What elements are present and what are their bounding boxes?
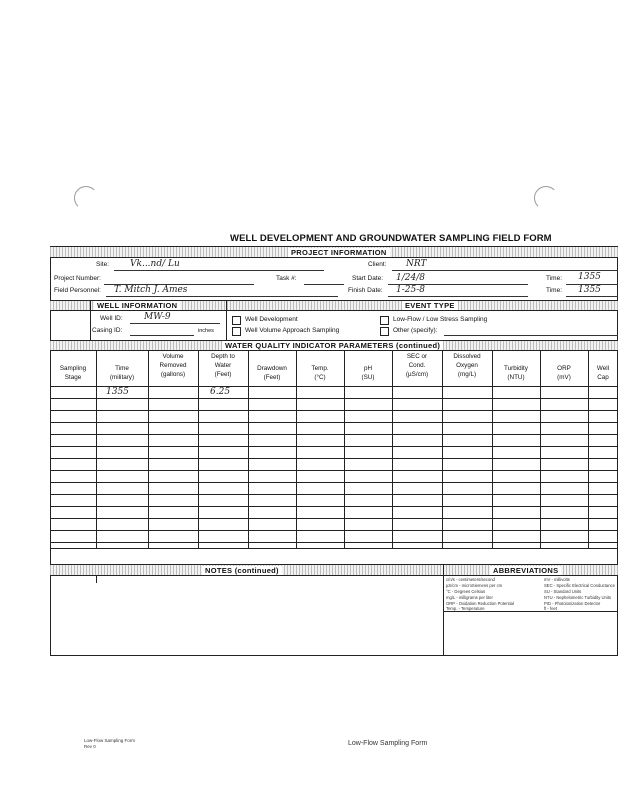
col-dissolved-oxygen: Dissolved Oxygen (mg/L) [453, 353, 481, 378]
site-value[interactable]: Vk...nd/ Lu [130, 259, 180, 269]
start-time-value[interactable]: 1355 [578, 272, 601, 282]
punch-hole-icon [74, 186, 98, 210]
footer-center: Low-Flow Sampling Form [348, 740, 428, 747]
row1-depth-to-water[interactable]: 6.25 [210, 387, 231, 397]
notes-header: NOTES (continued) [202, 566, 282, 575]
form-title: WELL DEVELOPMENT AND GROUNDWATER SAMPLING FIELD FORM [230, 233, 552, 244]
start-time-label: Time: [546, 275, 563, 282]
abbreviation-entry: ORP - Oxidation Reduction Potential [446, 601, 514, 606]
well-id-label: Well ID: [100, 315, 123, 322]
abbreviation-entry: NTU - Nephelometric Turbidity Units [544, 595, 612, 600]
event-type-header: EVENT TYPE [402, 301, 458, 310]
well-id-value[interactable]: MW-9 [144, 312, 171, 322]
low-flow-label: Low-Flow / Low Stress Sampling [393, 316, 488, 323]
field-form [50, 246, 618, 656]
col-time: Time (military) [109, 365, 135, 381]
finish-date-label: Finish Date: [348, 287, 383, 294]
finish-time-label: Time: [546, 287, 563, 294]
abbreviations-header: ABBREVIATIONS [490, 566, 561, 575]
site-label: Site: [96, 261, 110, 268]
well-volume-checkbox[interactable] [232, 327, 241, 336]
col-ph: pH (SU) [361, 365, 375, 381]
col-sampling-stage: Sampling Stage [59, 365, 87, 381]
col-cond: SEC or Cond. (µS/cm) [405, 353, 429, 378]
project-number-label: Project Number: [54, 275, 101, 282]
abbreviation-entry: mV - millivolts [544, 577, 570, 582]
abbreviation-entry: °C - Degrees Celsius [446, 589, 486, 594]
abbreviation-entry: ft - feet [544, 606, 558, 611]
well-development-label: Well Development [245, 316, 298, 323]
wqip-header: WATER QUALITY INDICATOR PARAMETERS (continued) [222, 341, 443, 350]
punch-hole-icon [534, 186, 558, 210]
other-label: Other (specify): [393, 327, 438, 334]
col-temp: Temp. (°C) [311, 365, 329, 381]
casing-id-label: Casing ID: [92, 327, 123, 334]
well-info-header: WELL INFORMATION [94, 301, 180, 310]
task-label: Task #: [276, 275, 297, 282]
client-label: Client: [368, 261, 387, 268]
abbreviation-entry: Temp. - Temperature [446, 606, 485, 611]
low-flow-checkbox[interactable] [380, 316, 389, 325]
col-orp: ORP (mV) [557, 365, 571, 381]
finish-time-value[interactable]: 1355 [578, 285, 601, 295]
footer-left-line2: Rev 0 [84, 744, 96, 749]
col-turbidity: Turbidity (NTU) [504, 365, 528, 381]
well-volume-label: Well Volume Approach Sampling [245, 327, 340, 334]
well-development-checkbox[interactable] [232, 316, 241, 325]
field-personnel-label: Field Personnel: [54, 287, 101, 294]
project-info-header: PROJECT INFORMATION [288, 248, 390, 257]
start-date-value[interactable]: 1/24/8 [396, 273, 425, 283]
finish-date-value[interactable]: 1-25-8 [396, 285, 425, 295]
client-value[interactable]: NRT [406, 259, 427, 269]
footer-left-line1: Low-Flow Sampling Form [84, 738, 136, 743]
abbreviation-entry: µS/cm - microSiemens per cm [446, 583, 503, 588]
abbreviation-entry: PID - Photoionization Detector [544, 601, 601, 606]
other-checkbox[interactable] [380, 327, 389, 336]
field-personnel-value[interactable]: T. Mitch J. Ames [114, 285, 188, 295]
start-date-label: Start Date: [352, 275, 384, 282]
col-volume-removed: Volume Removed (gallons) [159, 353, 187, 378]
abbreviation-entry: SEC - Specific Electrical Conductance [544, 583, 615, 588]
col-drawdown: Drawdown (Feet) [257, 365, 287, 381]
row1-time[interactable]: 1355 [106, 387, 129, 397]
abbreviation-entry: mg/L - milligrams per liter [446, 595, 493, 600]
col-well-cap: Well Cap [596, 365, 610, 381]
abbreviation-entry: SU - Standard Units [544, 589, 582, 594]
abbreviation-entry: cm/s - centimeters/second [446, 577, 495, 582]
col-depth-to-water: Depth to Water (Feet) [211, 353, 235, 378]
casing-units-label: inches [198, 328, 214, 334]
